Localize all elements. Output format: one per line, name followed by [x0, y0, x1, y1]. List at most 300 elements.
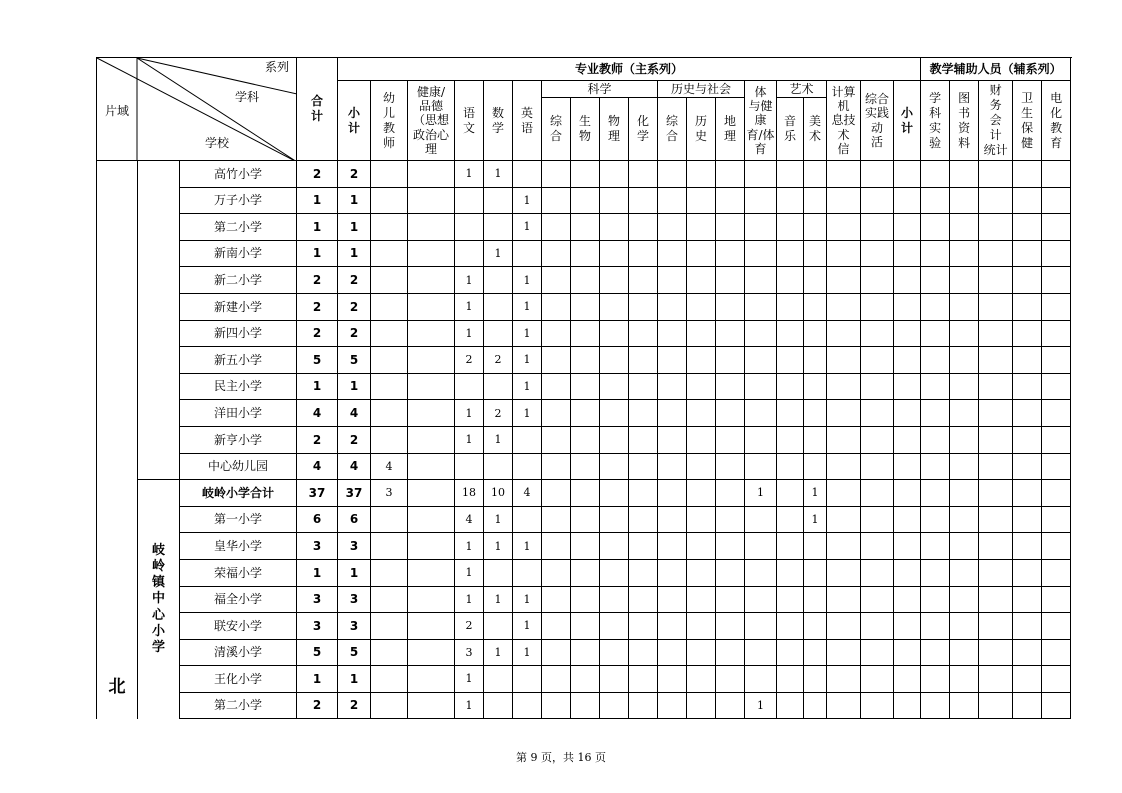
- total-value: 4: [297, 453, 338, 480]
- cell-art_fine: [804, 267, 827, 294]
- cell-math: [484, 559, 513, 586]
- cell-s1: [542, 533, 571, 560]
- cell-chinese: 1: [455, 666, 484, 693]
- history-group-header: 历史与社会: [658, 81, 745, 98]
- cell-aux2: [950, 639, 979, 666]
- cell-h2: [687, 161, 716, 188]
- cell-art_fine: 1: [804, 506, 827, 533]
- cell-s3: [600, 320, 629, 347]
- cell-art_music: [777, 426, 804, 453]
- subtotal-value: 1: [338, 214, 371, 241]
- cell-preschool: [371, 639, 408, 666]
- subtotal-value: 3: [338, 533, 371, 560]
- school-name: 联安小学: [180, 613, 297, 640]
- cell-h3: [716, 453, 745, 480]
- cell-aux3: [979, 187, 1013, 214]
- cell-chinese: 1: [455, 400, 484, 427]
- cell-aux2: [950, 453, 979, 480]
- sci-chem-header: 化学: [629, 98, 658, 161]
- table-row: [97, 613, 1071, 640]
- cell-aux_sub: [894, 639, 921, 666]
- cell-h1: [658, 187, 687, 214]
- cell-aux5: [1042, 293, 1071, 320]
- cell-art_music: [777, 400, 804, 427]
- subgroup-cell: [138, 480, 180, 719]
- cell-english: 1: [513, 639, 542, 666]
- school-name: 福全小学: [180, 586, 297, 613]
- cell-math: [484, 373, 513, 400]
- cell-h3: [716, 347, 745, 374]
- cell-h1: [658, 453, 687, 480]
- cell-s4: [629, 187, 658, 214]
- cell-aux_sub: [894, 240, 921, 267]
- school-name: 高竹小学: [180, 161, 297, 188]
- total-value: 37: [297, 480, 338, 507]
- cell-aux1: [921, 373, 950, 400]
- cell-art_fine: [804, 613, 827, 640]
- cell-h2: [687, 187, 716, 214]
- cell-aux3: [979, 506, 1013, 533]
- cell-aux4: [1013, 533, 1042, 560]
- total-header: 合计: [297, 58, 338, 161]
- cell-s3: [600, 267, 629, 294]
- cell-practice: [861, 639, 894, 666]
- cell-aux_sub: [894, 426, 921, 453]
- cell-chinese: 1: [455, 161, 484, 188]
- cell-aux5: [1042, 400, 1071, 427]
- aux-group-header: 教学辅助人员（辅系列）: [921, 58, 1071, 81]
- cell-aux1: [921, 586, 950, 613]
- cell-s4: [629, 639, 658, 666]
- cell-h2: [687, 267, 716, 294]
- cell-s1: [542, 400, 571, 427]
- cell-s2: [571, 267, 600, 294]
- cell-math: [484, 613, 513, 640]
- cell-chinese: 1: [455, 426, 484, 453]
- cell-h3: [716, 320, 745, 347]
- cell-pe: [745, 426, 777, 453]
- cell-practice: [861, 240, 894, 267]
- cell-moral: [408, 187, 455, 214]
- cell-aux1: [921, 692, 950, 719]
- cell-aux5: [1042, 613, 1071, 640]
- cell-pe: [745, 506, 777, 533]
- cell-s3: [600, 426, 629, 453]
- cell-math: 1: [484, 240, 513, 267]
- table-row: [97, 666, 1071, 693]
- cell-aux2: [950, 240, 979, 267]
- cell-s1: [542, 293, 571, 320]
- cell-pe: [745, 320, 777, 347]
- cell-art_fine: [804, 586, 827, 613]
- cell-s4: [629, 506, 658, 533]
- cell-art_fine: [804, 161, 827, 188]
- cell-aux_sub: [894, 692, 921, 719]
- cell-english: 1: [513, 187, 542, 214]
- cell-s2: [571, 480, 600, 507]
- cell-practice: [861, 426, 894, 453]
- cell-aux5: [1042, 426, 1071, 453]
- cell-chinese: 2: [455, 613, 484, 640]
- cell-practice: [861, 480, 894, 507]
- total-value: 3: [297, 586, 338, 613]
- cell-h2: [687, 400, 716, 427]
- school-name: 新南小学: [180, 240, 297, 267]
- cell-aux3: [979, 347, 1013, 374]
- cell-art_fine: [804, 400, 827, 427]
- pe-header: 体 与健康 育/体育: [745, 81, 777, 161]
- cell-practice: [861, 666, 894, 693]
- cell-art_fine: [804, 347, 827, 374]
- art-music-header: 音乐: [777, 98, 804, 161]
- cell-aux3: [979, 559, 1013, 586]
- school-name: 皇华小学: [180, 533, 297, 560]
- cell-art_music: [777, 666, 804, 693]
- cell-aux4: [1013, 293, 1042, 320]
- cell-h2: [687, 533, 716, 560]
- cell-english: [513, 692, 542, 719]
- cell-practice: [861, 347, 894, 374]
- cell-art_fine: [804, 559, 827, 586]
- cell-s4: [629, 161, 658, 188]
- cell-s4: [629, 214, 658, 241]
- cell-s4: [629, 559, 658, 586]
- cell-art_music: [777, 320, 804, 347]
- cell-aux3: [979, 400, 1013, 427]
- school-name: 新亨小学: [180, 426, 297, 453]
- cell-math: [484, 320, 513, 347]
- art-group-header: 艺术: [777, 81, 827, 98]
- cell-aux5: [1042, 533, 1071, 560]
- cell-aux_sub: [894, 400, 921, 427]
- cell-h1: [658, 506, 687, 533]
- cell-h3: [716, 639, 745, 666]
- cell-aux5: [1042, 187, 1071, 214]
- aux-subtotal-header: 小计: [894, 81, 921, 161]
- cell-math: [484, 692, 513, 719]
- cell-pe: [745, 161, 777, 188]
- cell-aux5: [1042, 347, 1071, 374]
- cell-s4: [629, 293, 658, 320]
- cell-h3: [716, 240, 745, 267]
- cell-s1: [542, 480, 571, 507]
- math-header: 数学: [484, 81, 513, 161]
- table-row: [97, 347, 1071, 374]
- cell-chinese: 1: [455, 267, 484, 294]
- school-name: 新二小学: [180, 267, 297, 294]
- hist-geo-header: 地理: [716, 98, 745, 161]
- cell-s2: [571, 426, 600, 453]
- cell-s4: [629, 267, 658, 294]
- cell-it: [827, 214, 861, 241]
- cell-aux4: [1013, 613, 1042, 640]
- cell-s4: [629, 373, 658, 400]
- subtotal-value: 2: [338, 426, 371, 453]
- cell-s2: [571, 506, 600, 533]
- cell-aux3: [979, 586, 1013, 613]
- cell-s1: [542, 187, 571, 214]
- it-header: 计算机 息技术 信: [827, 81, 861, 161]
- subgroup-name: 岐岭镇中心小学: [152, 542, 166, 656]
- cell-aux2: [950, 586, 979, 613]
- cell-moral: [408, 373, 455, 400]
- cell-math: [484, 267, 513, 294]
- cell-s3: [600, 480, 629, 507]
- cell-english: 1: [513, 347, 542, 374]
- cell-s2: [571, 453, 600, 480]
- cell-aux5: [1042, 161, 1071, 188]
- cell-practice: [861, 692, 894, 719]
- cell-chinese: 3: [455, 639, 484, 666]
- cell-art_music: [777, 161, 804, 188]
- cell-aux4: [1013, 692, 1042, 719]
- total-value: 1: [297, 187, 338, 214]
- cell-aux1: [921, 293, 950, 320]
- cell-art_fine: [804, 320, 827, 347]
- cell-preschool: 3: [371, 480, 408, 507]
- cell-h2: [687, 347, 716, 374]
- total-value: 1: [297, 214, 338, 241]
- cell-math: [484, 187, 513, 214]
- subtotal-value: 5: [338, 347, 371, 374]
- total-value: 3: [297, 613, 338, 640]
- cell-moral: [408, 400, 455, 427]
- total-value: 3: [297, 533, 338, 560]
- cell-it: [827, 373, 861, 400]
- cell-practice: [861, 453, 894, 480]
- cell-s1: [542, 320, 571, 347]
- cell-h1: [658, 426, 687, 453]
- cell-s1: [542, 692, 571, 719]
- school-name: 万子小学: [180, 187, 297, 214]
- cell-preschool: [371, 506, 408, 533]
- cell-english: 1: [513, 293, 542, 320]
- cell-english: [513, 453, 542, 480]
- cell-aux4: [1013, 639, 1042, 666]
- cell-chinese: [455, 187, 484, 214]
- cell-h1: [658, 559, 687, 586]
- cell-aux2: [950, 506, 979, 533]
- cell-h2: [687, 506, 716, 533]
- cell-aux2: [950, 187, 979, 214]
- cell-it: [827, 240, 861, 267]
- cell-aux_sub: [894, 161, 921, 188]
- cell-h2: [687, 293, 716, 320]
- chinese-header: 语文: [455, 81, 484, 161]
- cell-moral: [408, 666, 455, 693]
- english-header: 英语: [513, 81, 542, 161]
- cell-aux3: [979, 214, 1013, 241]
- cell-aux_sub: [894, 267, 921, 294]
- cell-aux4: [1013, 506, 1042, 533]
- cell-it: [827, 400, 861, 427]
- cell-s2: [571, 400, 600, 427]
- school-name: 中心幼儿园: [180, 453, 297, 480]
- cell-preschool: [371, 666, 408, 693]
- cell-s1: [542, 214, 571, 241]
- cell-moral: [408, 426, 455, 453]
- cell-h1: [658, 293, 687, 320]
- cell-aux3: [979, 613, 1013, 640]
- cell-h3: [716, 214, 745, 241]
- subtotal-value: 3: [338, 586, 371, 613]
- cell-s2: [571, 293, 600, 320]
- cell-aux5: [1042, 320, 1071, 347]
- cell-preschool: [371, 426, 408, 453]
- cell-h2: [687, 639, 716, 666]
- cell-h1: [658, 586, 687, 613]
- cell-s4: [629, 453, 658, 480]
- cell-s4: [629, 240, 658, 267]
- cell-s3: [600, 187, 629, 214]
- cell-s4: [629, 692, 658, 719]
- cell-art_music: [777, 586, 804, 613]
- school-name: 民主小学: [180, 373, 297, 400]
- cell-aux1: [921, 613, 950, 640]
- cell-s2: [571, 559, 600, 586]
- cell-h2: [687, 426, 716, 453]
- total-value: 2: [297, 692, 338, 719]
- series-label: 系列: [265, 60, 290, 74]
- cell-aux2: [950, 373, 979, 400]
- cell-aux4: [1013, 320, 1042, 347]
- cell-math: 2: [484, 347, 513, 374]
- cell-aux4: [1013, 480, 1042, 507]
- cell-art_music: [777, 613, 804, 640]
- cell-art_music: [777, 453, 804, 480]
- cell-chinese: 1: [455, 586, 484, 613]
- cell-moral: [408, 639, 455, 666]
- cell-s4: [629, 400, 658, 427]
- cell-s1: [542, 347, 571, 374]
- cell-aux_sub: [894, 187, 921, 214]
- cell-pe: [745, 267, 777, 294]
- cell-art_music: [777, 240, 804, 267]
- cell-aux4: [1013, 267, 1042, 294]
- cell-it: [827, 480, 861, 507]
- cell-aux4: [1013, 666, 1042, 693]
- cell-s3: [600, 559, 629, 586]
- cell-preschool: [371, 400, 408, 427]
- cell-moral: [408, 613, 455, 640]
- cell-s1: [542, 586, 571, 613]
- cell-s4: [629, 426, 658, 453]
- cell-aux1: [921, 426, 950, 453]
- subtotal-value: 5: [338, 639, 371, 666]
- subtotal-value: 2: [338, 320, 371, 347]
- cell-art_music: [777, 347, 804, 374]
- cell-aux5: [1042, 240, 1071, 267]
- cell-aux3: [979, 533, 1013, 560]
- cell-math: 2: [484, 400, 513, 427]
- cell-chinese: 2: [455, 347, 484, 374]
- cell-art_fine: [804, 293, 827, 320]
- sci-bio-header: 生物: [571, 98, 600, 161]
- cell-s1: [542, 161, 571, 188]
- table-row: [97, 161, 1071, 188]
- cell-aux5: [1042, 214, 1071, 241]
- cell-art_music: [777, 187, 804, 214]
- cell-it: [827, 453, 861, 480]
- cell-s2: [571, 666, 600, 693]
- cell-s4: [629, 533, 658, 560]
- cell-art_fine: [804, 453, 827, 480]
- cell-english: [513, 666, 542, 693]
- cell-chinese: [455, 373, 484, 400]
- cell-aux1: [921, 187, 950, 214]
- subtotal-value: 6: [338, 506, 371, 533]
- cell-aux_sub: [894, 613, 921, 640]
- cell-h1: [658, 533, 687, 560]
- cell-pe: [745, 240, 777, 267]
- cell-it: [827, 293, 861, 320]
- table-row: [97, 480, 1071, 507]
- art-fine-header: 美术: [804, 98, 827, 161]
- total-value: 1: [297, 373, 338, 400]
- cell-aux5: [1042, 639, 1071, 666]
- cell-preschool: [371, 240, 408, 267]
- cell-it: [827, 666, 861, 693]
- cell-s3: [600, 692, 629, 719]
- school-name: 岐岭小学合计: [180, 480, 297, 507]
- cell-moral: [408, 161, 455, 188]
- cell-preschool: [371, 559, 408, 586]
- total-value: 2: [297, 267, 338, 294]
- cell-practice: [861, 187, 894, 214]
- cell-art_music: [777, 214, 804, 241]
- cell-s4: [629, 613, 658, 640]
- cell-s1: [542, 267, 571, 294]
- subgroup-blank-cell: [138, 161, 180, 480]
- cell-english: 1: [513, 533, 542, 560]
- cell-h1: [658, 240, 687, 267]
- cell-h3: [716, 426, 745, 453]
- cell-aux3: [979, 692, 1013, 719]
- cell-math: 1: [484, 426, 513, 453]
- total-value: 4: [297, 400, 338, 427]
- cell-art_fine: 1: [804, 480, 827, 507]
- cell-aux_sub: [894, 586, 921, 613]
- cell-h1: [658, 692, 687, 719]
- table-row: [97, 240, 1071, 267]
- cell-aux4: [1013, 347, 1042, 374]
- cell-h1: [658, 161, 687, 188]
- cell-s4: [629, 586, 658, 613]
- cell-english: [513, 559, 542, 586]
- cell-english: [513, 161, 542, 188]
- table-row: [97, 293, 1071, 320]
- cell-s1: [542, 453, 571, 480]
- cell-s2: [571, 161, 600, 188]
- school-name: 新建小学: [180, 293, 297, 320]
- practice-header: 综合实践 动 活: [861, 81, 894, 161]
- total-value: 2: [297, 161, 338, 188]
- cell-moral: [408, 480, 455, 507]
- school-label: 学校: [205, 136, 230, 150]
- cell-chinese: 1: [455, 533, 484, 560]
- school-name: 新四小学: [180, 320, 297, 347]
- subtotal-value: 2: [338, 267, 371, 294]
- cell-it: [827, 187, 861, 214]
- cell-preschool: [371, 533, 408, 560]
- cell-h3: [716, 480, 745, 507]
- cell-pe: [745, 559, 777, 586]
- cell-math: 1: [484, 586, 513, 613]
- cell-h2: [687, 320, 716, 347]
- cell-aux2: [950, 161, 979, 188]
- cell-aux3: [979, 320, 1013, 347]
- cell-moral: [408, 214, 455, 241]
